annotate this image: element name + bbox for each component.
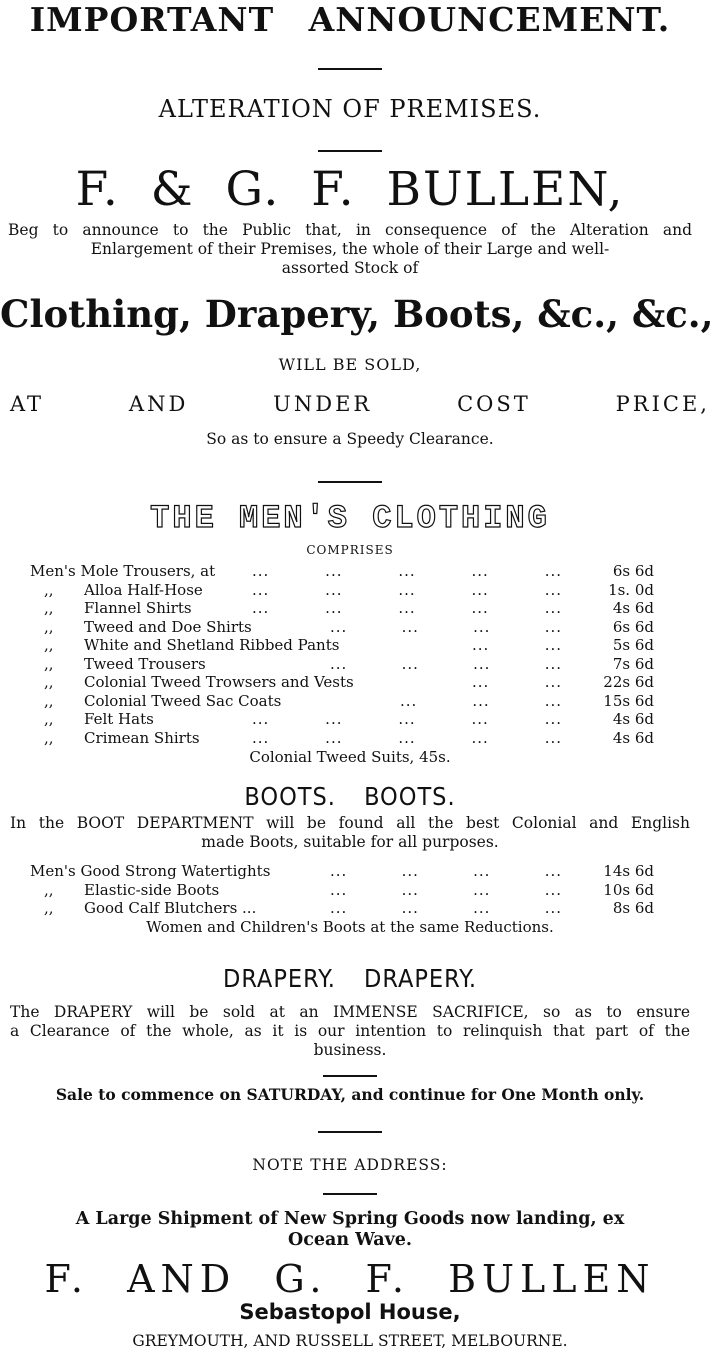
firm-name: F. & G. F. BULLEN, bbox=[75, 162, 625, 217]
item-price: 1s. 0d bbox=[608, 580, 654, 599]
divider bbox=[323, 1193, 377, 1195]
list-item bbox=[0, 673, 700, 692]
price-word: AT bbox=[10, 392, 45, 416]
item-name: Elastic-side Boots bbox=[84, 880, 220, 899]
item-price: 14s 6d bbox=[603, 862, 654, 880]
drapery-line: a Clearance of the whole, as it is our intention to relinquish that part of the bbox=[10, 1022, 690, 1040]
ditto-mark: ,, bbox=[44, 673, 54, 691]
list-item bbox=[0, 562, 700, 581]
price-banner bbox=[0, 392, 720, 416]
mens-clothing-heading: THE MEN'S CLOTHING bbox=[150, 500, 550, 537]
price-word: AND bbox=[128, 392, 189, 416]
leader-dots: ... ... ... ... bbox=[330, 899, 562, 917]
drapery-heading: DRAPERY. DRAPERY. bbox=[223, 964, 477, 993]
footer-firm-name: F. AND G. F. BULLEN bbox=[44, 1257, 656, 1301]
house-name: Sebastopol House, bbox=[239, 1300, 461, 1324]
leader-dots: ... ... ... ... ... bbox=[252, 562, 562, 580]
divider bbox=[323, 1075, 377, 1077]
note-address: NOTE THE ADDRESS: bbox=[252, 1156, 448, 1174]
list-item bbox=[0, 599, 700, 618]
divider bbox=[318, 68, 382, 70]
boots-intro bbox=[10, 814, 690, 852]
item-name: Good Calf Blutchers ... bbox=[84, 899, 257, 917]
drapery-line: business. bbox=[313, 1041, 387, 1059]
item-price: 10s 6d bbox=[603, 880, 654, 899]
ditto-mark: ,, bbox=[44, 599, 54, 617]
item-name: Men's Mole Trousers, at bbox=[30, 562, 216, 580]
item-price: 5s 6d bbox=[612, 636, 654, 654]
ditto-mark: ,, bbox=[44, 654, 54, 673]
suits-note: Colonial Tweed Suits, 45s. bbox=[249, 748, 451, 766]
drapery-paragraph bbox=[10, 1003, 690, 1060]
intro-line: Beg to announce to the Public that, in consequence of the Alteration and bbox=[8, 221, 692, 239]
item-name: Colonial Tweed Trowsers and Vests bbox=[84, 673, 354, 691]
list-item bbox=[0, 655, 700, 674]
ditto-mark: ,, bbox=[44, 728, 54, 747]
item-price: 8s 6d bbox=[612, 899, 654, 917]
item-name: Men's Good Strong Watertights bbox=[30, 862, 271, 880]
item-name: Tweed and Doe Shirts bbox=[84, 617, 252, 636]
leader-dots: ... ... ... ... bbox=[330, 654, 562, 673]
leader-dots: ... ... ... ... ... bbox=[252, 580, 562, 599]
leader-dots: ... ... bbox=[472, 636, 562, 654]
list-item bbox=[0, 581, 700, 600]
leader-dots: ... ... ... ... bbox=[330, 862, 562, 880]
price-word: COST bbox=[457, 392, 531, 416]
shipment-notice bbox=[0, 1209, 700, 1251]
announcement-title: IMPORTANT ANNOUNCEMENT. bbox=[29, 0, 671, 39]
ditto-mark: ,, bbox=[44, 617, 54, 636]
ditto-mark: ,, bbox=[44, 899, 54, 917]
price-word: PRICE, bbox=[615, 392, 710, 416]
list-item bbox=[0, 618, 700, 637]
will-be-sold: WILL BE SOLD, bbox=[278, 355, 422, 374]
ditto-mark: ,, bbox=[44, 710, 54, 728]
divider bbox=[318, 481, 382, 483]
item-price: 4s 6d bbox=[612, 710, 654, 728]
drapery-line: The DRAPERY will be sold at an IMMENSE SACRIFICE, so as to ensure bbox=[10, 1003, 690, 1021]
intro-line: assorted Stock of bbox=[281, 259, 419, 277]
leader-dots: ... ... ... ... ... bbox=[252, 710, 562, 728]
leader-dots: ... ... ... ... ... bbox=[252, 599, 562, 617]
clearance-text: So as to ensure a Speedy Clearance. bbox=[206, 430, 494, 448]
leader-dots: ... ... ... ... bbox=[330, 880, 562, 899]
leader-dots: ... ... bbox=[472, 673, 562, 691]
item-name: Felt Hats bbox=[84, 710, 154, 728]
boots-intro-line: made Boots, suitable for all purposes. bbox=[201, 833, 499, 851]
list-item bbox=[0, 692, 700, 711]
leader-dots: ... ... ... ... bbox=[330, 617, 562, 636]
ditto-mark: ,, bbox=[44, 880, 54, 899]
item-price: 15s 6d bbox=[603, 691, 654, 710]
list-item bbox=[0, 729, 700, 748]
ditto-mark: ,, bbox=[44, 636, 54, 654]
mens-price-list bbox=[0, 562, 700, 747]
intro-line: Enlargement of their Premises, the whole of their Large and well- bbox=[90, 240, 610, 258]
leader-dots: ... ... ... bbox=[400, 691, 562, 710]
price-word: UNDER bbox=[273, 392, 373, 416]
list-item bbox=[0, 862, 700, 881]
alteration-subtitle: ALTERATION OF PREMISES. bbox=[158, 95, 542, 123]
list-item bbox=[0, 881, 700, 900]
list-item bbox=[0, 710, 700, 729]
divider bbox=[318, 150, 382, 152]
ditto-mark: ,, bbox=[44, 691, 54, 710]
item-name: Flannel Shirts bbox=[84, 599, 192, 617]
item-name: Alloa Half-Hose bbox=[84, 580, 203, 599]
list-item bbox=[0, 636, 700, 655]
item-price: 4s 6d bbox=[612, 728, 654, 747]
item-price: 22s 6d bbox=[603, 673, 654, 691]
item-price: 6s 6d bbox=[612, 617, 654, 636]
women-children-note: Women and Children's Boots at the same Reductions. bbox=[146, 918, 554, 936]
item-price: 7s 6d bbox=[612, 654, 654, 673]
address-line: GREYMOUTH, AND RUSSELL STREET, MELBOURNE. bbox=[132, 1332, 568, 1350]
stock-heading: Clothing, Drapery, Boots, &c., &c., bbox=[0, 292, 714, 336]
boots-price-list bbox=[0, 862, 700, 918]
comprises-label: COMPRISES bbox=[306, 543, 394, 557]
item-name: Colonial Tweed Sac Coats bbox=[84, 691, 282, 710]
intro-paragraph bbox=[8, 221, 692, 278]
ditto-mark: ,, bbox=[44, 580, 54, 599]
shipment-line: Ocean Wave. bbox=[287, 1230, 413, 1250]
leader-dots: ... ... ... ... ... bbox=[252, 728, 562, 747]
boots-heading: BOOTS. BOOTS. bbox=[244, 782, 456, 811]
boots-intro-line: In the BOOT DEPARTMENT will be found all the best Colonial and English bbox=[10, 814, 690, 832]
item-name: White and Shetland Ribbed Pants bbox=[84, 636, 340, 654]
list-item bbox=[0, 899, 700, 918]
shipment-line: A Large Shipment of New Spring Goods now landing, ex bbox=[75, 1209, 625, 1229]
item-price: 6s 6d bbox=[612, 562, 654, 580]
divider bbox=[318, 1131, 382, 1133]
item-name: Crimean Shirts bbox=[84, 728, 200, 747]
item-price: 4s 6d bbox=[612, 599, 654, 617]
sale-notice: Sale to commence on SATURDAY, and continue for One Month only. bbox=[55, 1085, 645, 1104]
item-name: Tweed Trousers bbox=[84, 654, 206, 673]
